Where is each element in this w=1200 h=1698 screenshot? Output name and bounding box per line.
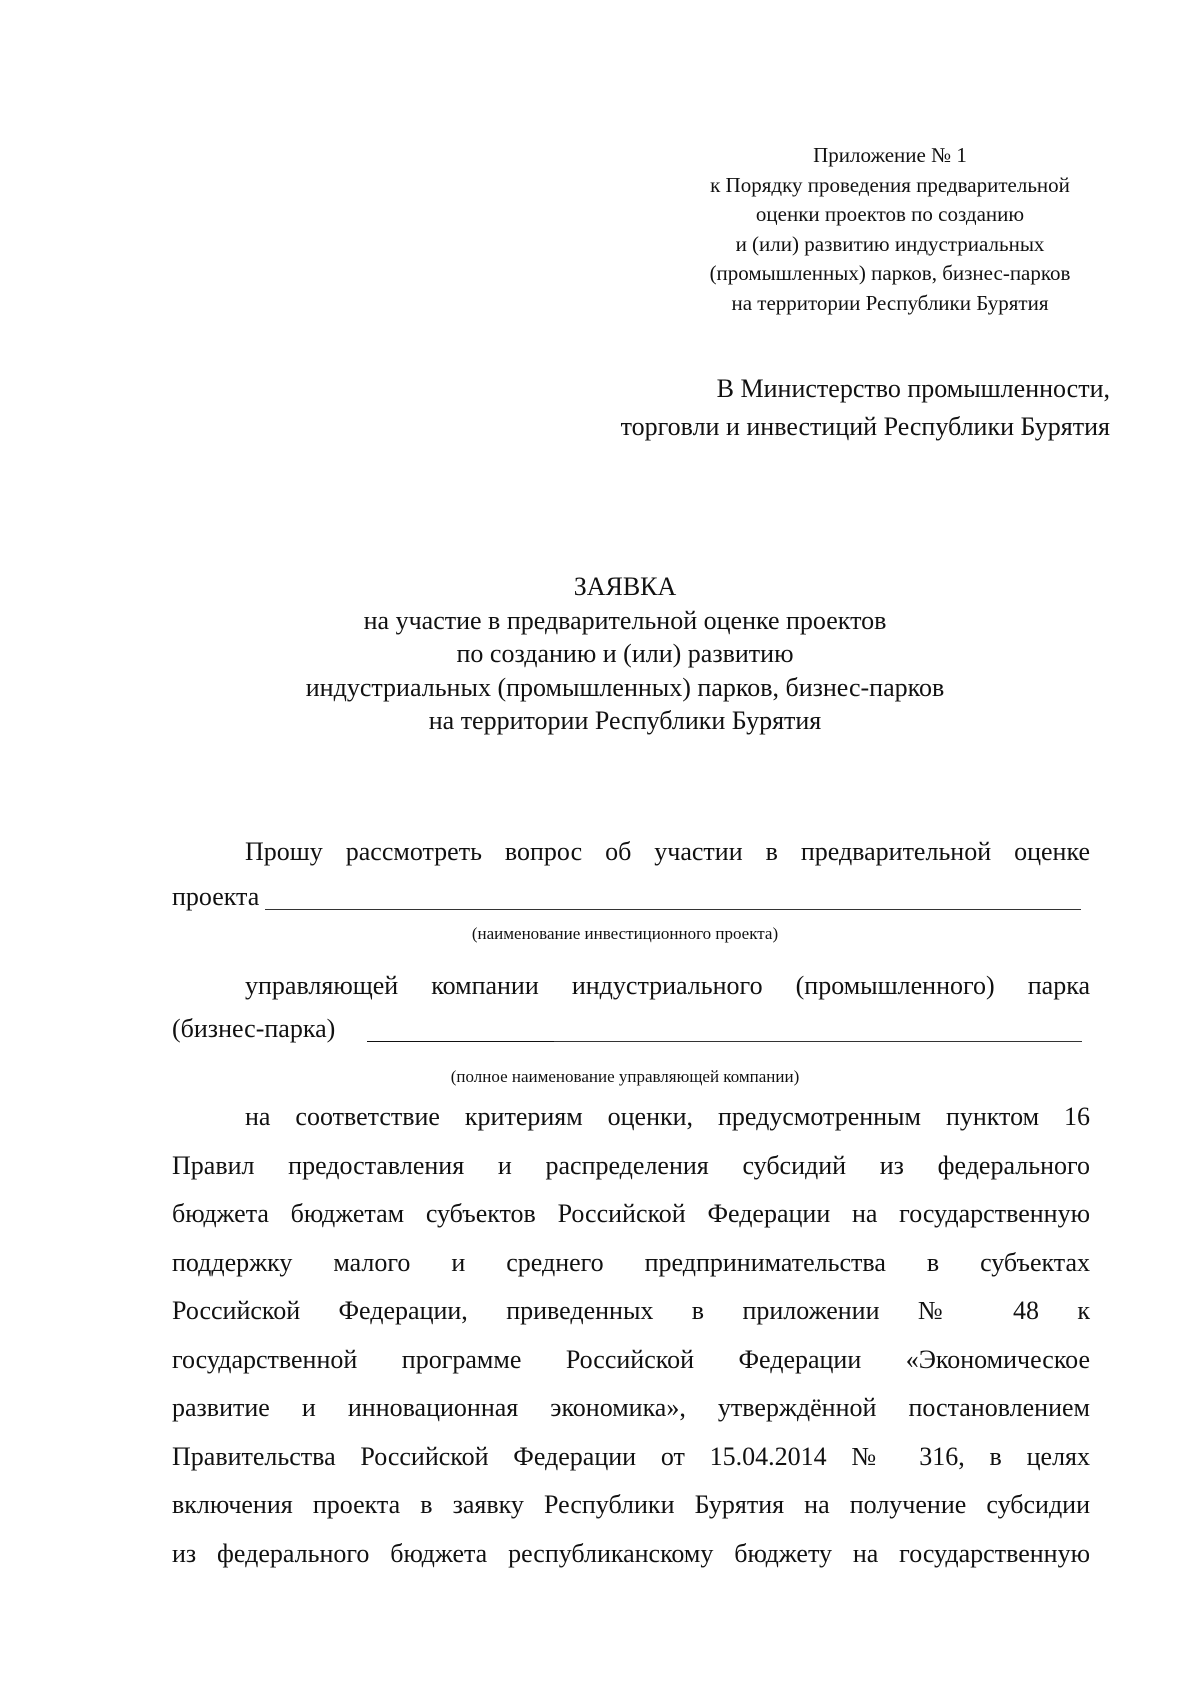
paragraph-line: из федерального бюджета республиканскому бюджету на государственную [172,1538,1090,1568]
addressee-line: торговли и инвестиций Республики Бурятия [620,412,1110,441]
document-title [160,570,1090,738]
company-intro [172,962,1090,1010]
paragraph-line: включения проекта в заявку Республики Бурятия на получение субсидии [172,1490,1090,1519]
title-heading: ЗАЯВКА [573,572,677,601]
paragraph-line: поддержку малого и среднего предпринимательства в субъектах [172,1247,1090,1277]
main-paragraph [172,1093,1090,1578]
appendix-reference [660,141,1120,318]
company-label: (бизнес-парка) [172,1014,336,1043]
project-name-field[interactable] [265,909,1081,910]
appendix-line: (промышленных) парков, бизнес-парков [709,261,1071,285]
appendix-line: на территории Республики Бурятия [731,290,1049,315]
appendix-line: Приложение № 1 [813,143,967,167]
company-name-field[interactable] [554,1041,1082,1042]
company-name-field-start[interactable] [367,1041,554,1042]
paragraph-line: Правил предоставления и распределения субсидий из федерального [172,1150,1090,1180]
addressee-line: В Министерство промышленности, [716,374,1110,403]
title-line: по созданию и (или) развитию [456,639,794,668]
paragraph-line: бюджета бюджетам субъектов Российской Федерации на государственную [172,1199,1090,1228]
paragraph-line: развитие и инновационная экономика», утверждённой постановлением [172,1393,1090,1422]
company-field-row [172,1010,1090,1050]
paragraph-line: государственной программе Российской Федерации «Экономическое [172,1344,1090,1374]
project-caption: (наименование инвестиционного проекта) [471,924,779,943]
appendix-line: оценки проектов по созданию [755,202,1025,226]
paragraph-line: на соответствие критериям оценки, предусмотренным пунктом 16 [245,1102,1090,1131]
project-label: проекта [172,882,260,911]
request-intro-text: Прошу рассмотреть вопрос об участии в предварительной оценке [245,837,1090,866]
company-caption: (полное наименование управляющей компании) [450,1067,800,1086]
addressee-block [510,370,1110,446]
appendix-line: и (или) развитию индустриальных [735,231,1045,256]
title-line: на участие в предварительной оценке проектов [363,605,887,635]
title-line: на территории Республики Бурятия [428,706,822,735]
project-field-row [172,878,1090,918]
request-intro [172,828,1090,876]
appendix-line: к Порядку проведения предварительной [710,172,1070,197]
company-intro-text: управляющей компании индустриального (промышленного) парка [245,971,1090,1000]
title-line: индустриальных (промышленных) парков, бизнес-парков [305,672,945,702]
paragraph-line: Правительства Российской Федерации от 15.04.2014 № 316, в целях [172,1441,1090,1471]
paragraph-line: Российской Федерации, приведенных в приложении № 48 к [172,1296,1090,1325]
